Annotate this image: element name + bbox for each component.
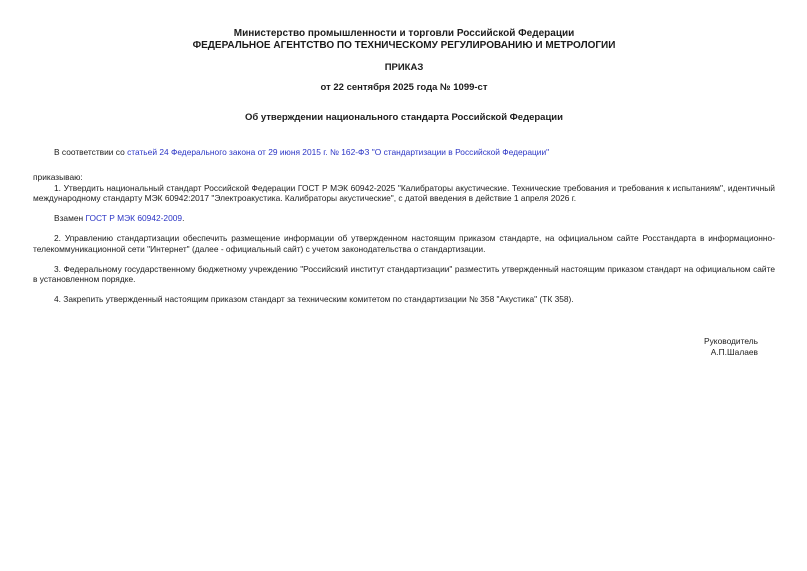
doc-type-heading: ПРИКАЗ <box>384 62 424 73</box>
signature-position: Руководитель <box>704 335 758 346</box>
item-2: 2. Управлению стандартизации обеспечить размещение информации об утвержденном настоящим приказом стандарте, на официальном сайте Росстандарта в информационно-телекоммуникационной сети "Интернет" (далее - официальный сайт) с учетом законодательства о стандартизации. <box>33 232 775 254</box>
signature-name: А.П.Шалаев <box>710 346 758 357</box>
replacement-prefix-text: Взамен <box>54 213 86 224</box>
ministry-line: Министерство промышленности и торговли Российской Федерации <box>233 28 575 39</box>
law-link[interactable]: статьей 24 Федерального закона от 29 июня 2015 г. № 162-ФЗ "О стандартизации в Российской Федерации" <box>127 147 550 157</box>
gost-link[interactable]: ГОСТ Р МЭК 60942-2009 <box>85 213 183 224</box>
item-3: 3. Федеральному государственному бюджетному учреждению "Российский институт стандартизации" разместить утвержденный настоящим приказом стандарт на официальном сайте в установленном порядке. <box>33 263 775 285</box>
document-title: Об утверждении национального стандарта Российской Федерации <box>244 112 563 123</box>
replacement-line <box>33 213 775 224</box>
agency-line: ФЕДЕРАЛЬНОЕ АГЕНТСТВО ПО ТЕХНИЧЕСКОМУ РЕГУЛИРОВАНИЮ И МЕТРОЛОГИИ <box>192 39 616 51</box>
signature-block <box>33 336 775 358</box>
replacement-suffix-text: . <box>182 213 185 224</box>
item-4: 4. Закрепить утвержденный настоящим приказом стандарт за техническим комитетом по стандартизации № 358 "Акустика" (ТК 358). <box>54 294 574 305</box>
intro-prefix-text: В соответствии со <box>54 147 128 157</box>
document-body <box>33 147 775 358</box>
order-date-line: от 22 сентября 2025 года № 1099-ст <box>320 82 488 93</box>
order-word: приказываю: <box>33 171 83 182</box>
intro-paragraph <box>33 147 775 158</box>
item-1: 1. Утвердить национальный стандарт Российской Федерации ГОСТ Р МЭК 60942-2025 "Калибраторы акустические. Технические требования и требования к испытаниям", идентичный международному стандарту МЭК 60942:2017 "Электроакустика. Калибраторы акустические", с датой введения в действие 1 апреля 2026 г. <box>33 182 775 204</box>
